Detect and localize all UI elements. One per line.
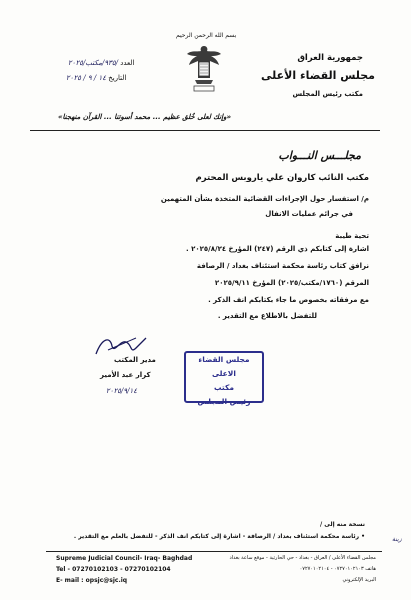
copies-heading: نسخة منه إلى / xyxy=(320,521,365,528)
copies-item-1-text: رئاسة محكمة استئناف بغداد / الرصافة - اشارة إلى كتابكم انف الذكر - للتفضل بالعلم مع التقدير . xyxy=(73,533,360,540)
addressee-parliament: مجلـــس النـــواب xyxy=(278,149,361,162)
letter-number-label: العدد xyxy=(120,59,135,67)
footer-divider xyxy=(46,551,382,552)
footer-phone-arabic: هاتف ٠٧٢٧٠١٠٢١٠٣ - ٠٧٢٧٠١٠٢١٠٤ xyxy=(299,566,376,572)
copies-item-1 xyxy=(74,533,365,540)
office-stamp xyxy=(184,351,264,406)
body-line-5: للتفضل بالاطلاع مع التقدير . xyxy=(217,312,317,320)
addressee-office: مكتب النائب كاروان علي ياروبس المحترم xyxy=(195,173,369,183)
letter-date-value: ١٤ / ٩ / ٢٠٢٥ xyxy=(66,74,106,82)
footer-council-english: Supreme Judicial Council- Iraq- Baghdad xyxy=(56,555,193,562)
iraq-eagle-emblem-icon xyxy=(185,44,223,96)
stamp-line-1: مجلس القضاء الاعلى xyxy=(198,355,250,378)
office-name: مكتب رئيس المجلس xyxy=(292,90,363,98)
body-line-2: نرافق كتاب رئاسة محكمة استئناف بغداد / الرصافة xyxy=(196,262,369,270)
signature-date: ٢٠٢٥/٩/١٤ xyxy=(106,387,138,395)
stamp-line-2: مكتب xyxy=(213,383,234,392)
bismillah: بسم الله الرحمن الرحيم xyxy=(176,32,237,39)
footer-phone-english: Tel - 07270102103 - 07270102104 xyxy=(56,566,171,573)
subject-line-1: م/ استفسار حول الإجراءات القضائية المتخذة بشأن المتهمين xyxy=(160,195,369,203)
footer-address-arabic: مجلس القضاء الأعلى / العراق - بغداد - حي الحارثية - موقع ساعة بغداد xyxy=(229,555,376,561)
letter-date-label: التاريخ xyxy=(108,74,127,82)
signatory-name: كرار عبد الأمير xyxy=(100,371,151,379)
country-name: جمهورية العراق xyxy=(297,53,363,63)
body-line-1: اشارة إلى كتابكم ذي الرقم (٢٤٧) المؤرخ ٢٠٢٥/٨/٢٤ . xyxy=(185,245,369,253)
header-divider xyxy=(30,130,380,131)
body-line-4: مع مرفقاته بخصوص ما جاء بكتابكم انف الذكر . xyxy=(208,296,369,304)
greeting: تحية طيبة xyxy=(335,232,369,240)
subject-line-2: في جرائم عمليات الانفال xyxy=(265,210,353,218)
stamp-line-3: رئيس المجلس xyxy=(197,397,251,406)
body-line-3: المرقم (١٧٦٠/مكتب/٢٠٢٥) المؤرخ ٢٠٢٥/٩/١١ xyxy=(214,279,369,287)
handwritten-initials: زينة xyxy=(392,536,402,543)
council-name: مجلس القضاء الأعلى xyxy=(261,69,375,82)
letter-number xyxy=(68,59,135,67)
footer-email-arabic: البريد الإلكتروني xyxy=(342,577,376,583)
motto: «وإنك لعلى خُلق عظيم ... محمد أسوتنا ... القرآن منهجنا» xyxy=(58,113,232,121)
signatory-title: مدير المكتب xyxy=(114,356,156,364)
copies-bullet-icon: • xyxy=(361,533,365,540)
letter-date xyxy=(66,74,126,82)
letter-number-value: /٩٣٥/مكتب/٢٠٢٥ xyxy=(68,59,119,67)
footer-email-english: E- mail : opsjc@sjc.iq xyxy=(56,577,128,584)
